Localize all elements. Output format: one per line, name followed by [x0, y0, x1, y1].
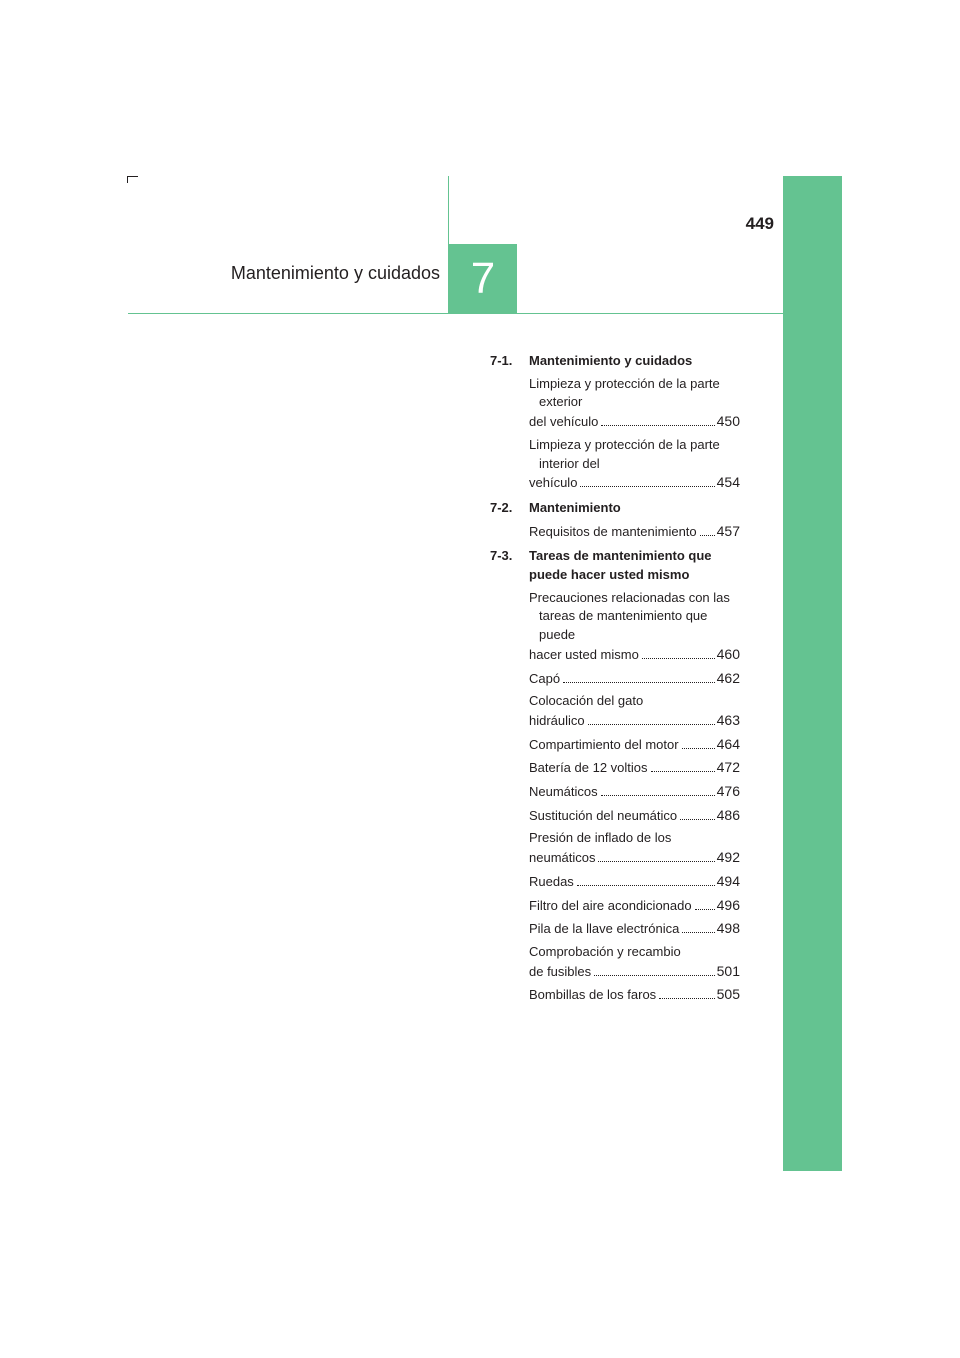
- toc-entry[interactable]: [529, 829, 740, 867]
- header-rule: [128, 313, 783, 314]
- toc-entry-page: 462: [716, 669, 740, 686]
- toc-entry-line: [529, 522, 740, 542]
- toc-section-heading: [490, 499, 740, 518]
- dot-leader: [580, 486, 714, 487]
- toc-entry-line: [529, 806, 740, 826]
- toc-entry-title-end: hacer usted mismo: [529, 646, 639, 662]
- toc-section-heading: [490, 352, 740, 371]
- toc-entry-title: Comprobación y recambio: [529, 943, 681, 959]
- toc-entry-title-end: Sustitución del neumático: [529, 807, 678, 823]
- toc-section-number: 7-2.: [490, 499, 513, 515]
- toc-entry-page: 505: [716, 986, 740, 1003]
- toc-entry-title-end: Batería de 12 voltios: [529, 760, 648, 776]
- dot-leader: [659, 998, 714, 999]
- toc-entry-title-end: Filtro del aire acondicionado: [529, 897, 692, 913]
- toc-entry-page: 460: [716, 645, 740, 662]
- toc-section-title: Tareas de mantenimiento que puede hacer usted mismo: [529, 548, 712, 583]
- toc-entry[interactable]: [529, 522, 740, 542]
- toc-entry-line: [529, 412, 740, 432]
- toc-section-heading: [490, 547, 740, 584]
- toc-entry-page: 472: [716, 759, 740, 776]
- toc-entry[interactable]: [529, 589, 740, 665]
- toc-entry-line: [529, 735, 740, 755]
- toc-entry[interactable]: [529, 782, 740, 802]
- chapter-title: Mantenimiento y cuidados: [230, 263, 440, 283]
- toc-entry-page: 501: [716, 962, 740, 979]
- toc-entry[interactable]: [529, 735, 740, 755]
- toc-entry-title-end: Neumáticos: [529, 784, 598, 800]
- toc-entry[interactable]: [529, 669, 740, 689]
- toc-entry-title-end: hidráulico: [529, 712, 585, 728]
- toc-section-title: Mantenimiento: [529, 499, 621, 515]
- dot-leader: [700, 535, 715, 536]
- toc-entry-line: [529, 758, 740, 778]
- toc-entry-title: Presión de inflado de los: [529, 830, 672, 846]
- toc-entry[interactable]: [529, 806, 740, 826]
- toc-entry[interactable]: [529, 919, 740, 939]
- toc-entry-title-end: Pila de la llave electrónica: [529, 921, 680, 937]
- dot-leader: [682, 932, 714, 933]
- toc-entry-page: 486: [716, 806, 740, 823]
- dot-leader: [651, 771, 715, 772]
- toc-entry-page: 492: [716, 849, 740, 866]
- toc-entry-page: 496: [716, 896, 740, 913]
- chapter-number-box: 7: [449, 244, 517, 313]
- toc-entry-page: 457: [716, 522, 740, 539]
- toc-entry-title: Colocación del gato: [529, 693, 644, 709]
- toc-section-number: 7-1.: [490, 353, 513, 368]
- toc-entry-page: 476: [716, 783, 740, 800]
- dot-leader: [601, 795, 715, 796]
- toc-entry-title-end: Requisitos de mantenimiento: [529, 523, 697, 539]
- table-of-contents: [490, 352, 740, 1005]
- toc-entry-line: [529, 473, 740, 493]
- toc-entry-page: 454: [716, 474, 740, 491]
- toc-entry-page: 464: [716, 735, 740, 752]
- toc-entry-line: [529, 782, 740, 802]
- crop-mark: [127, 176, 138, 177]
- dot-leader: [695, 909, 715, 910]
- dot-leader: [598, 861, 714, 862]
- dot-leader: [680, 819, 714, 820]
- dot-leader: [642, 658, 715, 659]
- toc-entry[interactable]: [529, 436, 740, 493]
- toc-entry-line: [529, 962, 740, 982]
- dot-leader: [577, 885, 715, 886]
- dot-leader: [682, 748, 715, 749]
- toc-entry-line: [529, 711, 740, 731]
- toc-entry-title: Limpieza y protección de la parte interior del: [529, 436, 720, 471]
- toc-entry[interactable]: [529, 872, 740, 892]
- toc-entry-title-end: de fusibles: [529, 963, 592, 979]
- toc-entry[interactable]: [529, 985, 740, 1005]
- toc-entry-page: 494: [716, 872, 740, 889]
- toc-entry-line: [529, 669, 740, 689]
- toc-entry[interactable]: [529, 375, 740, 432]
- toc-entry-title-end: del vehículo: [529, 414, 599, 430]
- crop-mark: [127, 176, 128, 183]
- toc-entry[interactable]: [529, 943, 740, 981]
- toc-entry-title-end: vehículo: [529, 475, 578, 491]
- toc-entry-line: [529, 985, 740, 1005]
- chapter-sidebar-tab: [783, 176, 842, 1171]
- toc-entry[interactable]: [529, 896, 740, 916]
- toc-entry-page: 498: [716, 920, 740, 937]
- toc-entry-line: [529, 896, 740, 916]
- toc-entry-title: Limpieza y protección de la parte exterior: [529, 375, 720, 410]
- dot-leader: [588, 724, 715, 725]
- toc-entry-title: Precauciones relacionadas con las tareas de mantenimiento que puede: [529, 589, 730, 643]
- toc-entry-title-end: Compartimiento del motor: [529, 736, 679, 752]
- toc-entry[interactable]: [529, 692, 740, 730]
- dot-leader: [563, 682, 715, 683]
- toc-section-number: 7-3.: [490, 548, 513, 564]
- toc-entry-title-end: Bombillas de los faros: [529, 987, 657, 1003]
- toc-entry-line: [529, 645, 740, 665]
- toc-entry-title-end: neumáticos: [529, 850, 596, 866]
- toc-entry-line: [529, 872, 740, 892]
- dot-leader: [601, 425, 714, 426]
- dot-leader: [594, 975, 714, 976]
- toc-entry-title-end: Ruedas: [529, 873, 574, 889]
- toc-entry[interactable]: [529, 758, 740, 778]
- toc-entry-line: [529, 919, 740, 939]
- toc-entry-page: 463: [716, 711, 740, 728]
- toc-entry-title-end: Capó: [529, 670, 561, 686]
- page-number: 449: [745, 214, 774, 233]
- toc-entry-line: [529, 848, 740, 868]
- toc-section-title: Mantenimiento y cuidados: [529, 353, 693, 368]
- toc-entry-page: 450: [716, 413, 740, 430]
